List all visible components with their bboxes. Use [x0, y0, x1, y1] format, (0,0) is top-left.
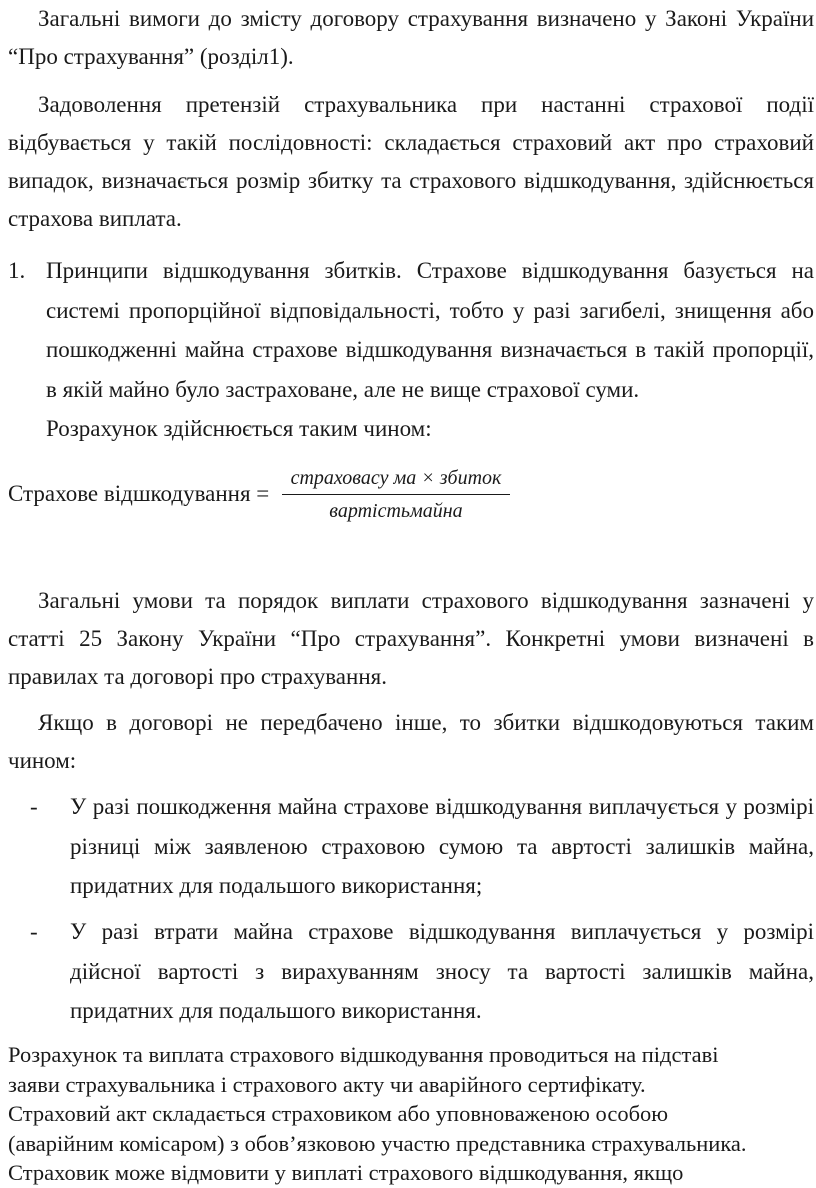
formula-label: Страхове відшкодування =	[8, 481, 270, 506]
list-item-followup: Розрахунок здійснюється таким чином:	[46, 416, 432, 441]
compensation-formula	[8, 467, 528, 535]
dash-list-item	[30, 787, 814, 906]
dash-marker: -	[30, 919, 38, 944]
text-line: Розрахунок та виплата страхового відшкодування проводиться на підставі	[8, 1042, 719, 1067]
list-item-text: Принципи відшкодування збитків. Страхове відшкодування базується на системі пропорційної відповідальності, тобто у разі загибелі, знищення або пошкодженні майна страхове відшкодування визначається в такій пропорції, в якій майно було застраховане, але не вище страхової суми.	[46, 258, 814, 402]
formula-fraction	[282, 465, 510, 525]
paragraph-contract-requirements: Загальні вимоги до змісту договору страхування визначено у Законі України “Про страхування” (розділ1).	[8, 6, 814, 69]
formula-denominator: вартістьмайна	[329, 500, 463, 522]
text-line: Страховик може відмовити у виплаті страхового відшкодування, якщо	[8, 1160, 684, 1185]
numbered-list-item	[8, 251, 814, 449]
dash-item-text: У разі пошкодження майна страхове відшкодування виплачується у розмірі різниці між заявленою страховою сумою та авртості залишків майна, придатних для подальшого використання;	[70, 794, 814, 898]
formula-numerator: страховасу ма × збиток	[290, 467, 502, 489]
text-line: заяви страхувальника і страхового акту чи аварійного сертифікату.	[8, 1071, 646, 1097]
paragraph-losses-compensation: Якщо в договорі не передбачено інше, то збитки відшкодовуються таким чином:	[8, 710, 814, 773]
paragraph-claim-sequence: Задоволення претензій страхувальника при настанні страхової події відбувається у такій послідовності: складається страховий акт про страховий випадок, визначається розмір збитку та страхового відшкодування, здійснюється страхова виплата.	[8, 92, 814, 231]
fraction-bar	[282, 494, 510, 495]
list-number: 1.	[8, 258, 26, 283]
text-line: (аварійним комісаром) з обов’язковою участю представника страхувальника.	[8, 1130, 747, 1156]
text-line: Страховий акт складається страховиком або уповноваженою особою	[8, 1101, 669, 1126]
dash-item-text: У разі втрати майна страхове відшкодування виплачується у розмірі дійсної вартості з вирахуванням зносу та вартості залишків майна, придатних для подальшого використання.	[70, 919, 814, 1023]
dash-marker: -	[30, 794, 38, 819]
paragraph-general-conditions: Загальні умови та порядок виплати страхового відшкодування зазначені у статті 25 Закону України “Про страхування”. Конкретні умови визначені в правилах та договорі про страхування.	[8, 588, 814, 689]
closing-text-block	[8, 1040, 814, 1188]
dash-list-item	[30, 912, 814, 1031]
